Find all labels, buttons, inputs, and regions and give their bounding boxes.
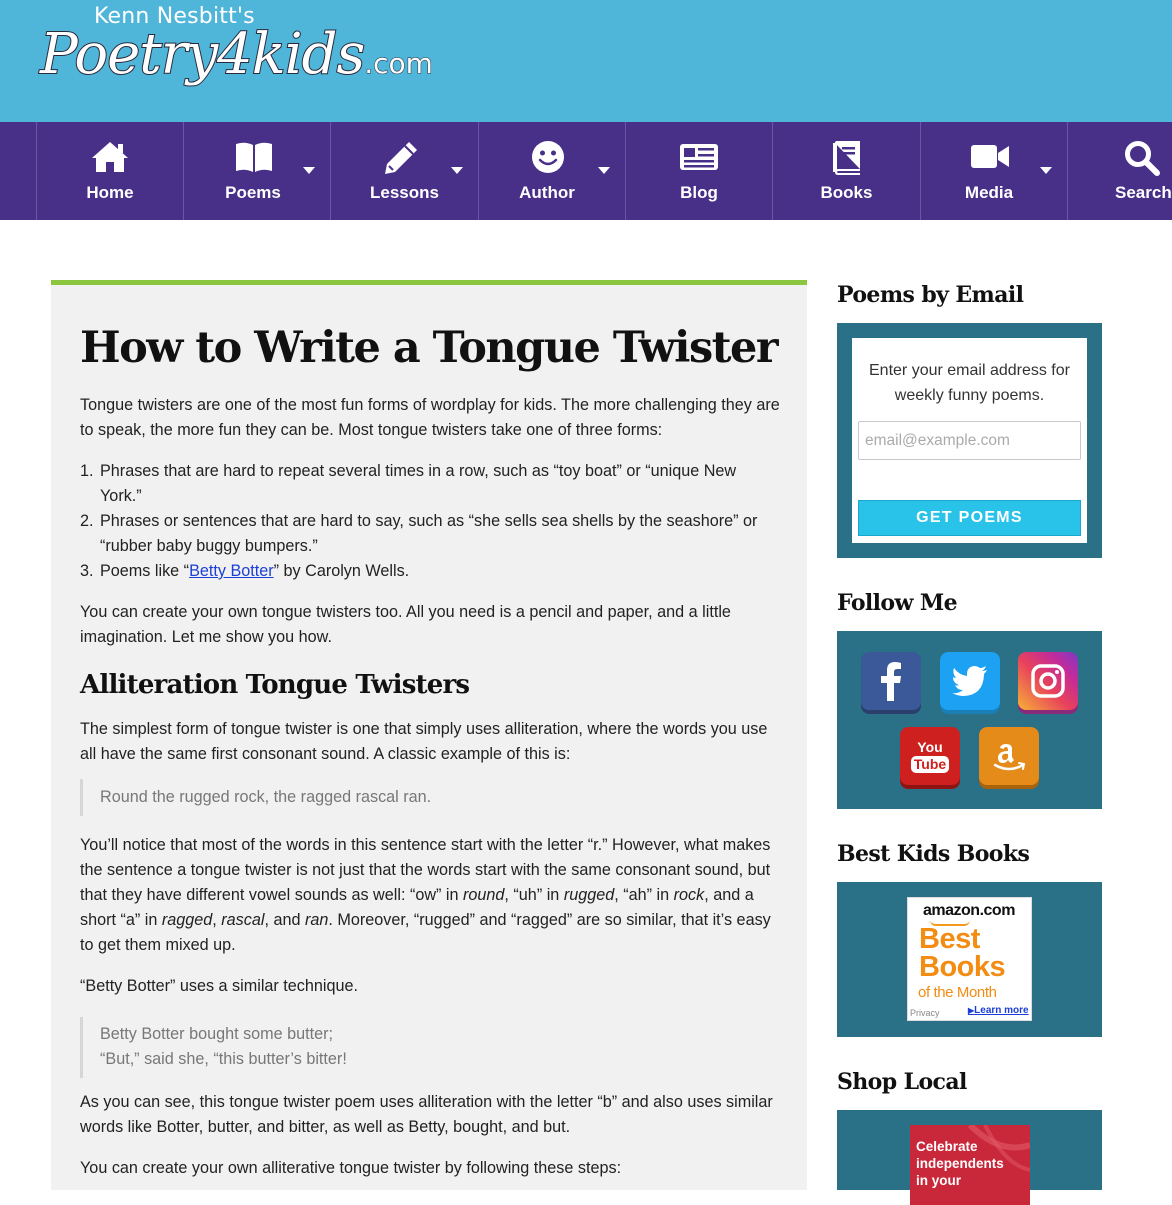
list-item-text: Phrases that are hard to repeat several times in a row, such as “toy boat” or “unique New York.” [100, 462, 737, 505]
italic-word: ran [304, 911, 329, 929]
home-icon [37, 140, 183, 176]
paragraph: “Betty Botter” uses a similar technique. [80, 977, 359, 995]
chevron-down-icon[interactable] [451, 167, 463, 174]
paragraph [80, 833, 780, 958]
facebook-icon[interactable] [861, 652, 921, 714]
italic-word: round [463, 886, 505, 904]
banner-headline [919, 925, 1005, 981]
chevron-down-icon[interactable] [303, 167, 315, 174]
article [51, 280, 807, 1190]
logo-name-text: Poetry4kids [40, 22, 365, 87]
amazon-icon[interactable] [979, 727, 1039, 789]
nav-item-home[interactable] [36, 122, 183, 220]
chevron-down-icon[interactable] [598, 167, 610, 174]
social-widget [837, 631, 1102, 809]
amazon-best-books-banner[interactable] [907, 897, 1032, 1021]
search-icon [1124, 140, 1160, 176]
nav-item-author[interactable] [478, 122, 625, 220]
newspaper-icon [626, 140, 772, 176]
section-heading: Alliteration Tongue Twisters [80, 670, 470, 700]
main-nav [0, 122, 1172, 220]
text-run: , “uh” in [504, 886, 564, 904]
shop-line: in your [916, 1173, 962, 1188]
list-item: 3. Poems like “Betty Botter” by Carolyn Wells. [80, 562, 410, 580]
text-run: . Moreover, “rugged” and “ragged” are so similar, that it’s easy to get them mixed up. [80, 911, 771, 954]
paragraph: You can create your own alliterative tongue twister by following these steps: [80, 1159, 622, 1177]
widget-heading-books: Best Kids Books [837, 841, 1030, 867]
shop-local-widget [837, 1110, 1102, 1190]
nav-item-blog[interactable] [625, 122, 772, 220]
paragraph: As you can see, this tongue twister poem uses alliteration with the letter “b” and also uses similar words like Botter, butter, and bitter, as well as Betty, bought, and but. [80, 1093, 773, 1136]
books-widget [837, 882, 1102, 1037]
email-field[interactable] [858, 421, 1081, 460]
email-signup-widget [837, 323, 1102, 558]
nav-item-search[interactable] [1067, 122, 1172, 220]
list-item-prefix: Poems like “ [100, 562, 190, 580]
betty-botter-link[interactable]: Betty Botter [189, 562, 274, 580]
book-icon [773, 140, 920, 176]
youtube-tube: Tube [911, 756, 949, 773]
nav-label: Books [820, 183, 873, 202]
nav-label: Media [964, 183, 1014, 202]
text-run: , and a short “a” in [80, 886, 754, 929]
privacy-link[interactable]: Privacy [910, 1008, 940, 1018]
intro-paragraph: Tongue twisters are one of the most fun forms of wordplay for kids. The more challenging they are to speak, the more fun they can be. Most tongue twisters take one of three forms: [80, 396, 780, 439]
page-title: How to Write a Tongue Twister [80, 323, 778, 373]
quote-line: Betty Botter bought some butter; [100, 1025, 334, 1043]
email-signup-text: Enter your email address for weekly funny poems. [869, 362, 1070, 404]
shop-line: Celebrate [916, 1139, 978, 1154]
text-run: You’ll notice that most of the words in this sentence start with the letter “r.” However, what makes the sentence a tongue twister is not just that the words start with the same consonant sound, but that they have different vowel sounds as well: “ow” in [80, 836, 771, 904]
blockquote [80, 779, 431, 816]
blockquote [80, 1017, 347, 1078]
list-item: 1. Phrases that are hard to repeat several times in a row, such as “toy boat” or “unique New York.” [80, 462, 737, 505]
nav-item-lessons[interactable] [330, 122, 478, 220]
nav-label: Poems [225, 183, 281, 202]
banner-books: Books [919, 951, 1006, 983]
nav-item-books[interactable] [772, 122, 920, 220]
forms-list [80, 459, 770, 584]
widget-heading-email: Poems by Email [837, 282, 1024, 308]
list-item-text: Phrases or sentences that are hard to say, such as “she sells sea shells by the seashore” or “rubber baby buggy bumpers.” [100, 512, 758, 555]
italic-word: ragged [161, 911, 213, 929]
youtube-icon[interactable] [900, 727, 960, 789]
nav-label: Home [86, 183, 134, 202]
list-item: 2. Phrases or sentences that are hard to say, such as “she sells sea shells by the seashore” or “rubber baby buggy bumpers.” [80, 512, 758, 555]
list-item-suffix: ” by Carolyn Wells. [273, 562, 410, 580]
logo-author: Kenn Nesbitt's [94, 4, 255, 29]
widget-heading-shop: Shop Local [837, 1069, 967, 1095]
quote-line: “But,” said she, “this butter’s bitter! [100, 1050, 347, 1068]
italic-word: rascal [221, 911, 265, 929]
paragraph: You can create your own tongue twisters too. All you need is a pencil and paper, and a little imagination. Let me show you how. [80, 603, 731, 646]
email-signup-card [852, 338, 1087, 543]
logo-domain: .com [364, 47, 433, 80]
site-header [0, 0, 1172, 122]
get-poems-button[interactable]: GET POEMS [858, 500, 1081, 536]
banner-best: Best [919, 923, 980, 955]
twitter-icon[interactable] [940, 652, 1000, 714]
shop-line: independents [916, 1156, 1004, 1171]
widget-heading-follow: Follow Me [837, 590, 958, 616]
shop-local-banner[interactable] [910, 1125, 1030, 1205]
learn-more-link[interactable] [968, 1005, 1029, 1016]
shop-local-text [916, 1138, 1004, 1189]
logo-name [40, 22, 433, 87]
quote-text: Round the rugged rock, the ragged rascal ran. [100, 788, 432, 806]
nav-label: Author [519, 183, 575, 202]
nav-label: Blog [680, 183, 718, 202]
play-icon: ▶ [968, 1006, 975, 1015]
italic-word: rugged [563, 886, 615, 904]
text-run: , [212, 911, 222, 929]
chevron-down-icon[interactable] [1040, 167, 1052, 174]
paragraph: The simplest form of tongue twister is one that simply uses alliteration, where the words you use all have the same first consonant sound. A classic example of this is: [80, 720, 768, 763]
text-run: , and [264, 911, 305, 929]
nav-item-media[interactable] [920, 122, 1067, 220]
instagram-icon[interactable] [1018, 652, 1078, 714]
nav-label: Search [1115, 183, 1172, 202]
amazon-logo: amazon.com [923, 902, 1015, 919]
banner-month: of the Month [918, 984, 997, 1001]
italic-word: rock [673, 886, 705, 904]
youtube-you: You [917, 738, 943, 755]
nav-label: Lessons [370, 183, 439, 202]
learn-more-label: Learn more [974, 1005, 1029, 1016]
text-run: , “ah” in [614, 886, 674, 904]
nav-item-poems[interactable] [183, 122, 330, 220]
site-logo[interactable] [40, 2, 433, 112]
